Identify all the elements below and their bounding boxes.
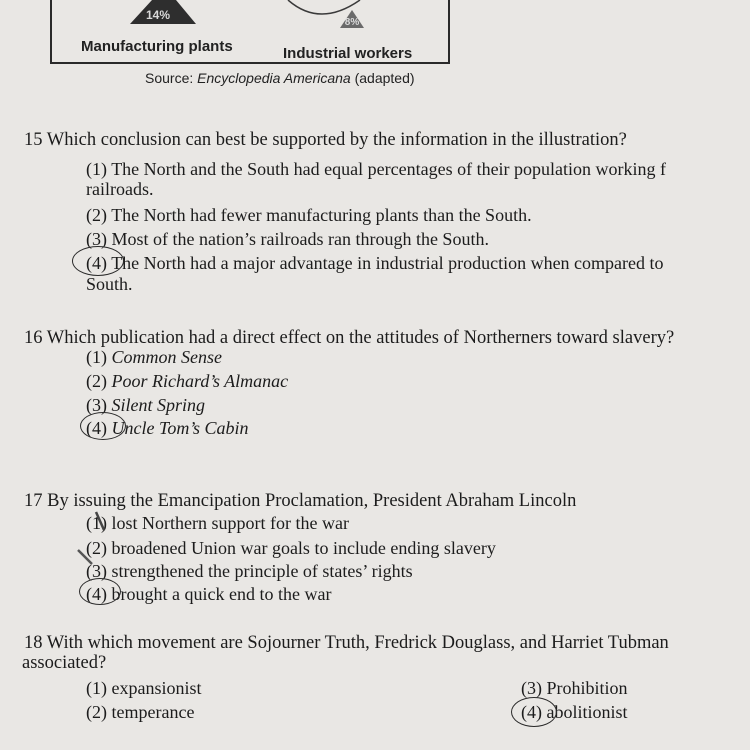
- pencil-check-marks: [70, 500, 120, 580]
- q18-option-4[interactable]: (4) abolitionist: [521, 702, 628, 722]
- q15-option-1[interactable]: (1) The North and the South had equal percentages of their population working f: [86, 159, 667, 179]
- illustration-graphics: [0, 0, 750, 40]
- right-pie-outline: [288, 0, 360, 14]
- q16-option-4[interactable]: (4) Uncle Tom’s Cabin: [86, 418, 249, 438]
- figure-source: Source: Encyclopedia Americana (adapted): [145, 70, 415, 86]
- q15-option-1-cont: railroads.: [86, 179, 154, 199]
- q18-option-2[interactable]: (2) temperance: [86, 702, 195, 722]
- q17-option-3[interactable]: (3) strengthened the principle of states’ rights: [86, 561, 413, 581]
- answer-circle-q15: [72, 246, 124, 276]
- q18-option-1[interactable]: (1) expansionist: [86, 678, 202, 698]
- q15-option-3[interactable]: (3) Most of the nation’s railroads ran through the South.: [86, 229, 489, 249]
- question-18-stem: 18 With which movement are Sojourner Truth, Fredrick Douglass, and Harriet Tubman: [24, 633, 669, 653]
- q18-option-3[interactable]: (3) Prohibition: [521, 678, 628, 698]
- q16-option-1[interactable]: (1) Common Sense: [86, 347, 222, 367]
- answer-circle-q17: [79, 578, 121, 605]
- caption-industrial: Industrial workers: [283, 45, 413, 62]
- right-pie-label: 8%: [344, 17, 360, 28]
- q17-option-2[interactable]: (2) broadened Union war goals to include ending slavery: [86, 538, 496, 558]
- q17-option-4[interactable]: (4) brought a quick end to the war: [86, 584, 332, 604]
- q16-option-3[interactable]: (3) Silent Spring: [86, 395, 205, 415]
- question-17-stem: 17 By issuing the Emancipation Proclamation, President Abraham Lincoln: [24, 491, 577, 511]
- question-15-stem: 15 Which conclusion can best be supported by the information in the illustration?: [24, 130, 627, 150]
- question-16-stem: 16 Which publication had a direct effect on the attitudes of Northerners toward slavery?: [24, 328, 675, 348]
- answer-circle-q16: [80, 412, 126, 440]
- question-18-stem-cont: associated?: [22, 653, 107, 673]
- answer-circle-q18: [511, 697, 557, 727]
- left-pie-label: 14%: [145, 8, 171, 22]
- q15-option-4[interactable]: (4) The North had a major advantage in industrial production when compared to: [86, 253, 664, 273]
- q15-option-4-cont: South.: [86, 274, 133, 294]
- caption-manufacturing: Manufacturing plants: [81, 38, 233, 55]
- q15-option-2[interactable]: (2) The North had fewer manufacturing plants than the South.: [86, 205, 532, 225]
- q16-option-2[interactable]: (2) Poor Richard’s Almanac: [86, 371, 289, 391]
- q17-option-1[interactable]: (1) lost Northern support for the war: [86, 513, 349, 533]
